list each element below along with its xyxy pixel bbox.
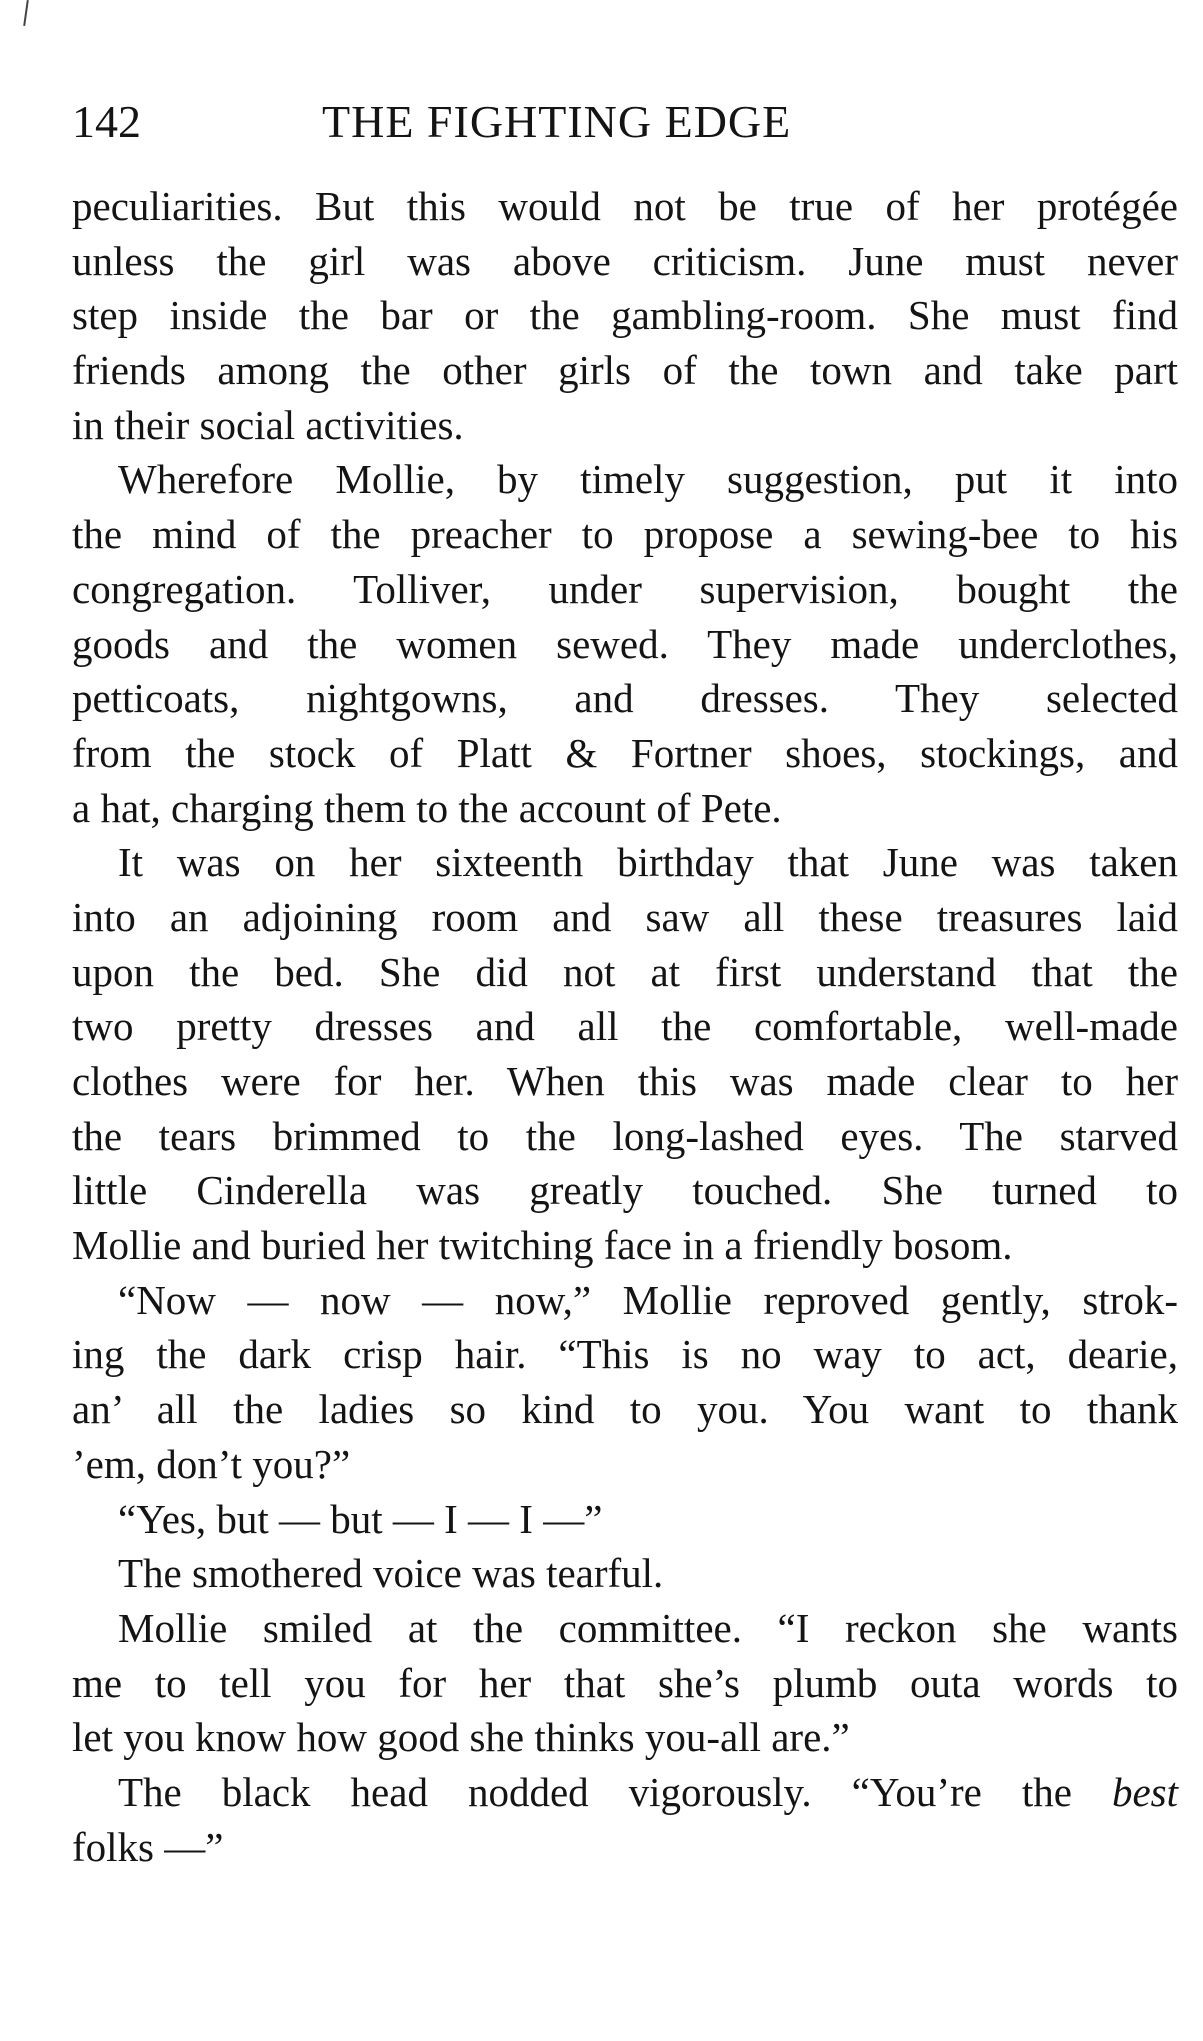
- text-line-with-emphasis: [72, 1765, 1178, 1820]
- text-line: let you know how good she thinks you-all are.”: [72, 1714, 850, 1761]
- text-line: two pretty dresses and all the comfortable, well-made: [72, 1003, 1178, 1050]
- text-line: the mind of the preacher to propose a sewing-bee to his: [72, 511, 1178, 558]
- text-line: petticoats, nightgowns, and dresses. They selected: [72, 675, 1178, 722]
- text-line: goods and the women sewed. They made underclothes,: [72, 620, 1178, 667]
- text-line: “Now — now — now,” Mollie reproved gently, strok-: [118, 1276, 1178, 1323]
- text-line: congregation. Tolliver, under supervision, bought the: [72, 565, 1178, 612]
- text-line: ’em, don’t you?”: [72, 1440, 351, 1487]
- text-line: the tears brimmed to the long-lashed eyes. The starved: [72, 1112, 1178, 1159]
- text-line: Mollie smiled at the committee. “I reckon she wants: [118, 1604, 1178, 1651]
- text-line: unless the girl was above criticism. June must never: [72, 237, 1178, 284]
- text-line: an’ all the ladies so kind to you. You want to thank: [72, 1386, 1178, 1433]
- text-line: Mollie and buried her twitching face in a friendly bosom.: [72, 1222, 1013, 1269]
- text-line: “Yes, but — but — I — I —”: [118, 1495, 603, 1542]
- text-line: The smothered voice was tearful.: [118, 1550, 664, 1597]
- text-segment: The black head nodded vigorously. “You’re the: [118, 1768, 1112, 1815]
- text-line: folks —”: [72, 1823, 224, 1870]
- text-line: upon the bed. She did not at first understand that the: [72, 948, 1178, 995]
- page-header: [72, 92, 1172, 152]
- text-line: friends among the other girls of the town and take part: [72, 347, 1178, 394]
- text-line: from the stock of Platt & Fortner shoes, stockings, and: [72, 729, 1178, 776]
- text-line: in their social activities.: [72, 401, 464, 448]
- emphasis-word: best: [1111, 1768, 1178, 1815]
- text-line: ing the dark crisp hair. “This is no way to act, dearie,: [72, 1331, 1178, 1378]
- running-title: THE FIGHTING EDGE: [322, 96, 792, 147]
- text-line: step inside the bar or the gambling-room. She must find: [72, 292, 1178, 339]
- text-line: peculiarities. But this would not be true of her protégée: [72, 183, 1178, 229]
- text-line: into an adjoining room and saw all these treasures laid: [72, 893, 1178, 940]
- page-number: 142: [72, 96, 141, 147]
- text-line: me to tell you for her that she’s plumb outa words to: [72, 1659, 1178, 1706]
- text-line: a hat, charging them to the account of Pete.: [72, 784, 782, 831]
- text-line: Wherefore Mollie, by timely suggestion, put it into: [118, 456, 1178, 503]
- body-text: [72, 179, 1178, 1874]
- margin-mark: [23, 0, 29, 26]
- text-line: clothes were for her. When this was made clear to her: [72, 1058, 1178, 1104]
- text-line: little Cinderella was greatly touched. She turned to: [72, 1167, 1178, 1214]
- text-line: It was on her sixteenth birthday that June was taken: [118, 839, 1178, 886]
